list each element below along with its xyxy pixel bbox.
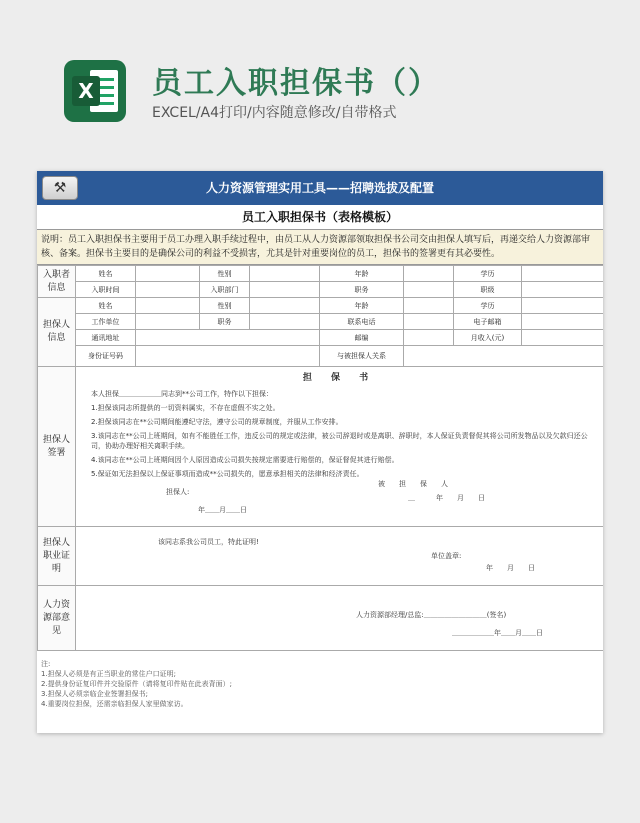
label-age: 年龄 <box>320 298 404 314</box>
address-field[interactable] <box>136 330 320 346</box>
footnote-item: 1.担保人必须是有正当职业的常住户口证明; <box>41 670 177 678</box>
label-entry-dept: 入职部门 <box>200 282 250 298</box>
hr-cell <box>76 586 604 651</box>
section-cert: 担保人职业证明 <box>38 527 76 586</box>
label-education: 学历 <box>454 266 522 282</box>
cert-date: 年 月 日 <box>486 564 535 572</box>
employee-age-field[interactable] <box>404 266 454 282</box>
label-postcode: 邮编 <box>320 330 404 346</box>
entry-dept-field[interactable] <box>250 282 320 298</box>
phone-field[interactable] <box>404 314 454 330</box>
section-employee: 入职者信息 <box>38 266 76 298</box>
guarantor-name-field[interactable] <box>136 298 200 314</box>
label-income: 月收入(元) <box>454 330 522 346</box>
id-no-field[interactable] <box>136 346 320 367</box>
label-position: 职务 <box>320 282 404 298</box>
section-sign: 担保人签署 <box>38 367 76 527</box>
toolbar <box>37 171 603 205</box>
label-name: 姓名 <box>76 298 136 314</box>
guarantor-gender-field[interactable] <box>250 298 320 314</box>
excel-logo <box>64 60 126 122</box>
label-phone: 联系电话 <box>320 314 404 330</box>
label-id-no: 身份证号码 <box>76 346 136 367</box>
label-entry-date: 入职时间 <box>76 282 136 298</box>
work-unit-field[interactable] <box>136 314 200 330</box>
guarantee-item: 2.担保该同志在**公司期间能遵纪守法，遵守公司的规章制度，并服从工作安排。 <box>91 418 343 426</box>
guarantor-date: 年＿＿月＿＿日 <box>198 506 247 514</box>
guarantee-item: 5.保证如无法担保以上保证事项而造成**公司损失的，愿意承担相关的法律和经济责任。 <box>91 470 364 478</box>
footnote-item: 3.担保人必须亲临企业签署担保书; <box>41 690 149 698</box>
employee-gender-field[interactable] <box>250 266 320 282</box>
hr-sign: 人力资源部经理/总监:＿＿＿＿＿＿＿＿＿(签名) <box>356 611 507 619</box>
form-table <box>37 265 603 651</box>
guarantor-sign-label: 担保人: <box>166 488 190 496</box>
income-field[interactable] <box>522 330 604 346</box>
excel-x-icon: X <box>72 76 100 106</box>
footnotes <box>37 651 603 709</box>
entry-date-field[interactable] <box>136 282 200 298</box>
relation-field[interactable] <box>404 346 604 367</box>
page-title: 员工入职担保书（） <box>152 66 440 101</box>
footnote-head: 注: <box>41 660 51 668</box>
document-sheet <box>37 171 603 733</box>
wrench-icon[interactable]: ⚒ <box>42 176 78 200</box>
label-position: 职务 <box>200 314 250 330</box>
guarantee-letter <box>76 367 604 527</box>
cert-seal-label: 单位盖章: <box>431 552 462 560</box>
postcode-field[interactable] <box>404 330 454 346</box>
label-age: 年龄 <box>320 266 404 282</box>
footnote-item: 2.提供身份证复印件并交验原件（请将复印件贴在此表背面）; <box>41 680 233 688</box>
hr-date: ＿＿＿＿＿＿年＿＿月＿＿日 <box>452 629 543 637</box>
label-level: 职级 <box>454 282 522 298</box>
guarantee-intro: 本人担保＿＿＿＿＿＿同志到**公司工作，特作以下担保： <box>91 390 273 398</box>
email-field[interactable] <box>522 314 604 330</box>
label-relation: 与被担保人关系 <box>320 346 404 367</box>
position-field[interactable] <box>404 282 454 298</box>
page-subtitle: EXCEL/A4打印/内容随意修改/自带格式 <box>152 105 397 121</box>
label-name: 姓名 <box>76 266 136 282</box>
footnote-item: 4.重要岗位担保，还需亲临担保人家里做家访。 <box>41 700 188 708</box>
toolbar-title: 人力资源管理实用工具——招聘选拔及配置 <box>205 181 434 195</box>
guarantee-item: 1.担保该同志所提供的一切资料属实，不存在虚假不实之处。 <box>91 404 280 412</box>
label-gender: 性别 <box>200 266 250 282</box>
guarantee-title: 担 保 书 <box>302 373 377 383</box>
section-guarantor: 担保人信息 <box>38 298 76 367</box>
cert-text: 该同志系我公司员工，特此证明! <box>158 538 259 546</box>
form-note: 说明：员工入职担保书主要用于员工办理入职手续过程中，由员工从人力资源部领取担保书公司交由担保人填写后，再递交给人力资源部审核、备案。担保书主要目的是确保公司的利益不受损害，尤其是针对重要岗位的员工，担保书的签署更有其必要性。 <box>37 230 603 265</box>
label-address: 通讯地址 <box>76 330 136 346</box>
guarantor-education-field[interactable] <box>522 298 604 314</box>
label-gender: 性别 <box>200 298 250 314</box>
cert-cell <box>76 527 604 586</box>
section-hr: 人力资源部意见 <box>38 586 76 651</box>
guarantor-position-field[interactable] <box>250 314 320 330</box>
level-field[interactable] <box>522 282 604 298</box>
employee-name-field[interactable] <box>136 266 200 282</box>
guarantee-item: 3.该同志在**公司上班期间，如有不能胜任工作，违反公司的规定或法律，被公司辞退时或是离职、辞职时，本人保证负责督促其将公司所发物品以及欠款归还公司，协助办理好相关离职手续。 <box>91 432 588 450</box>
guaranteed-sign-label: 被 担 保 人 <box>378 480 448 488</box>
employee-education-field[interactable] <box>522 266 604 282</box>
guarantee-item: 4.该同志在**公司上班期间因个人原因造成公司损失按规定需要进行赔偿的，保证督促其进行赔偿。 <box>91 456 399 464</box>
guaranteed-date: ＿ 年 月 日 <box>408 494 485 502</box>
form-title: 员工入职担保书（表格模板） <box>37 205 603 230</box>
label-education: 学历 <box>454 298 522 314</box>
label-email: 电子邮箱 <box>454 314 522 330</box>
label-work-unit: 工作单位 <box>76 314 136 330</box>
guarantor-age-field[interactable] <box>404 298 454 314</box>
